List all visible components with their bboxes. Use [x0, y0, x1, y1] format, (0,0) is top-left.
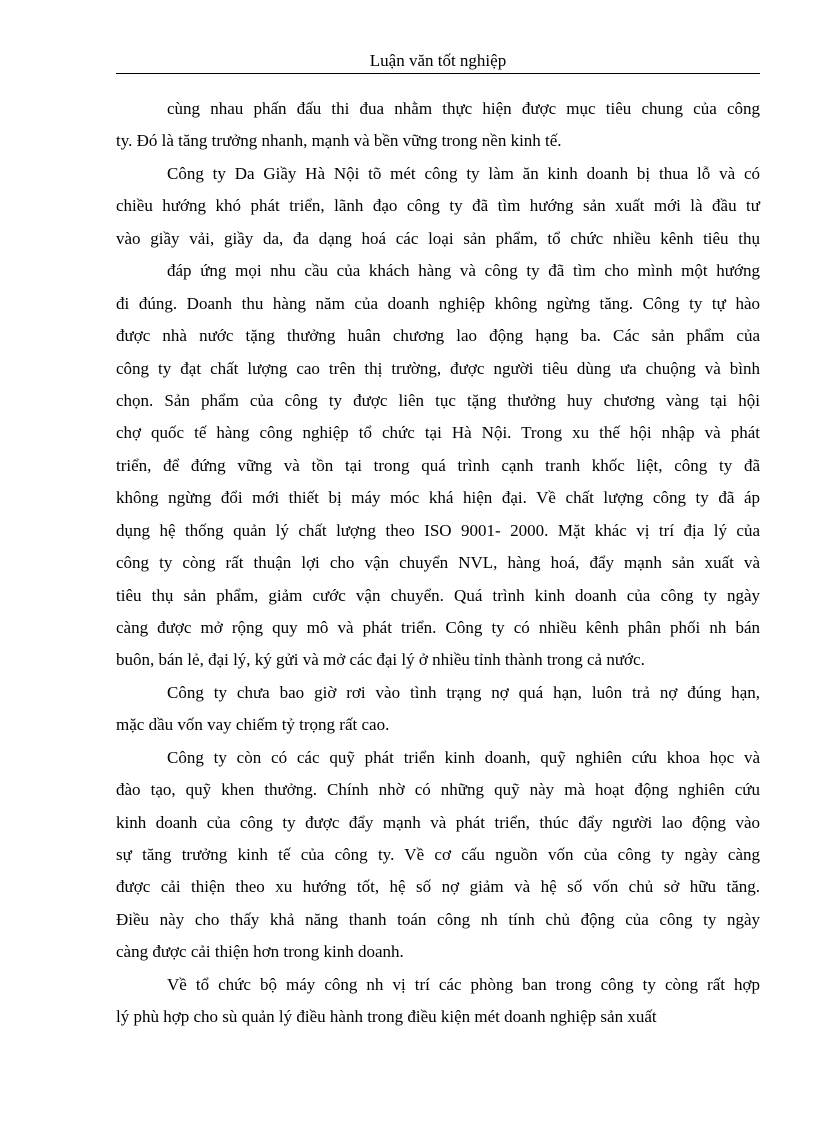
- text-line: càng được cải thiện hơn trong kinh doanh.: [116, 942, 404, 961]
- text-line: Điều này cho thấy khả năng thanh toán công nh tính chủ động của công ty ngày: [116, 910, 760, 929]
- text-line: Về tổ chức bộ máy công nh vị trí các phòng ban trong công ty còng rất hợp: [167, 975, 760, 994]
- text-line: triển, để đứng vững và tồn tại trong quá trình cạnh tranh khốc liệt, công ty đã: [116, 456, 760, 475]
- text-line: dụng hệ thống quản lý chất lượng theo ISO 9001- 2000. Mặt khác vị trí địa lý của: [116, 521, 760, 540]
- text-line: kinh doanh của công ty được đẩy mạnh và phát triển, thúc đẩy người lao động vào: [116, 813, 760, 832]
- text-line: được nhà nước tặng thưởng huân chương lao động hạng ba. Các sản phẩm của: [116, 326, 760, 345]
- text-line: buôn, bán lẻ, đại lý, ký gửi và mở các đại lý ở nhiều tỉnh thành trong cả nước.: [116, 650, 645, 669]
- text-line: càng được mở rộng quy mô và phát triển. Công ty có nhiều kênh phân phối nh bán: [116, 618, 760, 637]
- text-line: đáp ứng mọi nhu cầu của khách hàng và công ty đã tìm cho mình một hướng: [167, 261, 760, 280]
- text-line: lý phù hợp cho sù quản lý điều hành trong điều kiện mét doanh nghiệp sản xuất: [116, 1007, 657, 1026]
- text-line: Công ty chưa bao giờ rơi vào tình trạng nợ quá hạn, luôn trả nợ đúng hạn,: [167, 683, 760, 702]
- text-line: cùng nhau phấn đấu thi đua nhằm thực hiện được mục tiêu chung của công: [167, 99, 760, 118]
- text-line: không ngừng đổi mới thiết bị máy móc khá hiện đại. Về chất lượng công ty đã áp: [116, 488, 760, 507]
- text-line: chiều hướng khó phát triển, lãnh đạo công ty đã tìm hướng sản xuất mới là đầu tư: [116, 196, 760, 215]
- text-line: Công ty còn có các quỹ phát triển kinh doanh, quỹ nghiên cứu khoa học và: [167, 748, 760, 767]
- text-line: chọn. Sản phẩm của công ty được liên tục tặng thưởng huy chương vàng tại hội: [116, 391, 760, 410]
- text-line: sự tăng trưởng kinh tế của công ty. Về cơ cấu nguồn vốn của công ty ngày càng: [116, 845, 760, 864]
- text-line: ty. Đó là tăng trưởng nhanh, mạnh và bền vững trong nền kinh tế.: [116, 131, 562, 150]
- text-line: được cải thiện theo xu hướng tốt, hệ số nợ giảm và hệ số vốn chủ sở hữu tăng.: [116, 877, 760, 896]
- text-line: đi đúng. Doanh thu hàng năm của doanh nghiệp không ngừng tăng. Công ty tự hào: [116, 294, 760, 313]
- text-line: công ty còng rất thuận lợi cho vận chuyển NVL, hàng hoá, đẩy mạnh sản xuất và: [116, 553, 760, 572]
- text-line: chợ quốc tế hàng công nghiệp tổ chức tại Hà Nội. Trong xu thế hội nhập và phát: [116, 423, 760, 442]
- text-line: vào giầy vải, giầy da, đa dạng hoá các loại sản phẩm, tổ chức nhiều kênh tiêu thụ: [116, 229, 760, 248]
- text-line: đào tạo, quỹ khen thưởng. Chính nhờ có những quỹ này mà hoạt động nghiên cứu: [116, 780, 760, 799]
- header-divider: [116, 73, 760, 74]
- text-line: Công ty Da Giầy Hà Nội tõ mét công ty làm ăn kinh doanh bị thua lỗ và có: [167, 164, 760, 183]
- text-line: mặc dầu vốn vay chiếm tỷ trọng rất cao.: [116, 715, 390, 734]
- text-line: công ty đạt chất lượng cao trên thị trường, được người tiêu dùng ưa chuộng và bình: [116, 359, 760, 378]
- text-line: tiêu thụ sản phẩm, giảm cước vận chuyển. Quá trình kinh doanh của công ty ngày: [116, 586, 760, 605]
- page-header-title: Luận văn tốt nghiệp: [369, 51, 507, 70]
